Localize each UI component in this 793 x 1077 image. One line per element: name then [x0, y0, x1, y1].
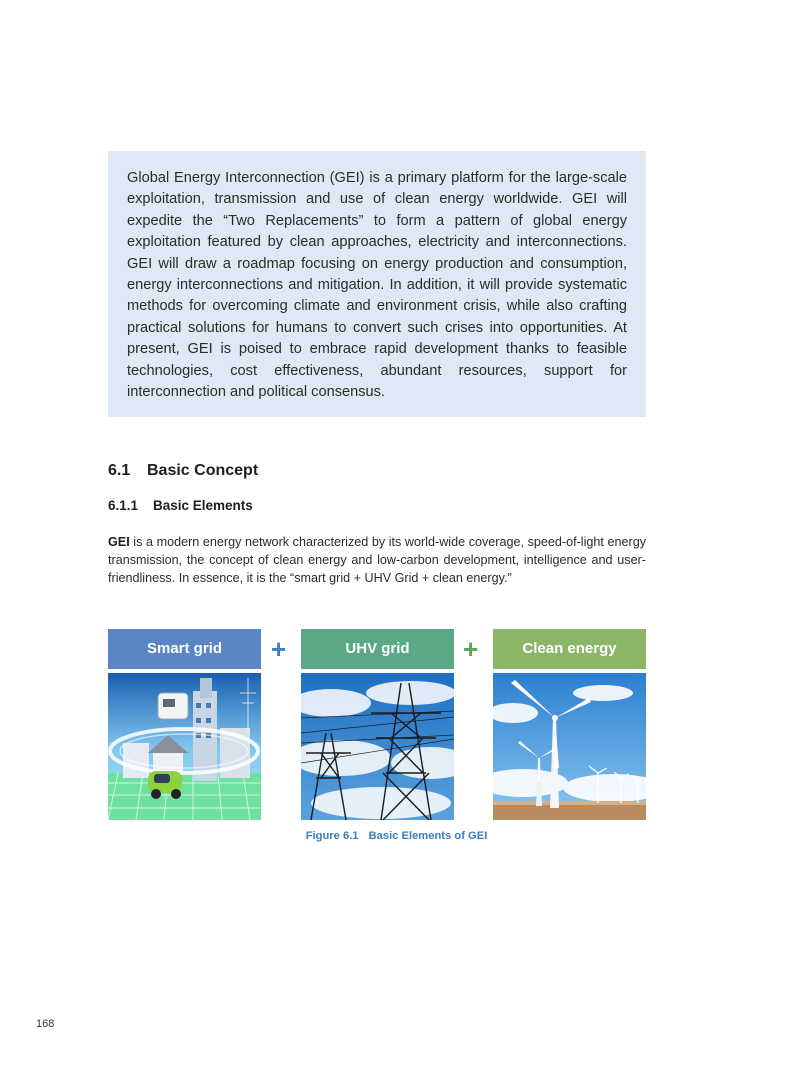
transmission-tower-photo	[301, 673, 454, 820]
paragraph-lead: GEI	[108, 535, 130, 549]
figure-caption	[0, 830, 793, 842]
subsection-title: Basic Elements	[153, 498, 253, 513]
clean-energy-label: Clean energy	[493, 629, 646, 669]
summary-box	[108, 151, 646, 417]
section-title: Basic Concept	[147, 462, 259, 479]
uhv-grid-label: UHV grid	[301, 629, 454, 669]
subsection-number: 6.1.1	[108, 498, 139, 513]
plus-sign: +	[271, 634, 287, 664]
summary-text: Global Energy Interconnection (GEI) is a primary platform for the large-scale exploitation, transmission and use of clean energy worldwide. GEI will expedite the “Two Replacements” to form a pattern of global energy exploitation featured by clean approaches, electricity and interconnections. GEI will draw a roadmap focusing on energy production and consumption, energy interconnections and mitigation. In addition, it will provide systematic methods for overcoming climate and environment crisis, while also crafting practical solutions for humans to convert such crises into opportunities. At present, GEI is poised to embrace rapid development thanks to feasible technologies, cost effectiveness, abundant resources, support for interconnection and political consensus.	[127, 170, 627, 401]
page-number: 168	[36, 1018, 55, 1030]
figure-number: Figure 6.1	[305, 830, 359, 842]
plus-sign: +	[463, 634, 479, 664]
smart-grid-photo	[108, 673, 261, 820]
subsection-heading	[108, 498, 253, 513]
body-paragraph	[108, 533, 646, 587]
smart-grid-label: Smart grid	[108, 629, 261, 669]
wind-turbine-photo	[493, 673, 646, 820]
paragraph-text: is a modern energy network characterized by its world-wide coverage, speed-of-light energy transmission, the concept of clean energy and low-carbon development, intelligence and user-friendliness. In essence, it is the “smart grid + UHV Grid + clean energy.”	[108, 535, 646, 585]
figure-title: Basic Elements of GEI	[368, 830, 488, 842]
section-heading	[108, 462, 258, 480]
section-number: 6.1	[108, 462, 131, 479]
